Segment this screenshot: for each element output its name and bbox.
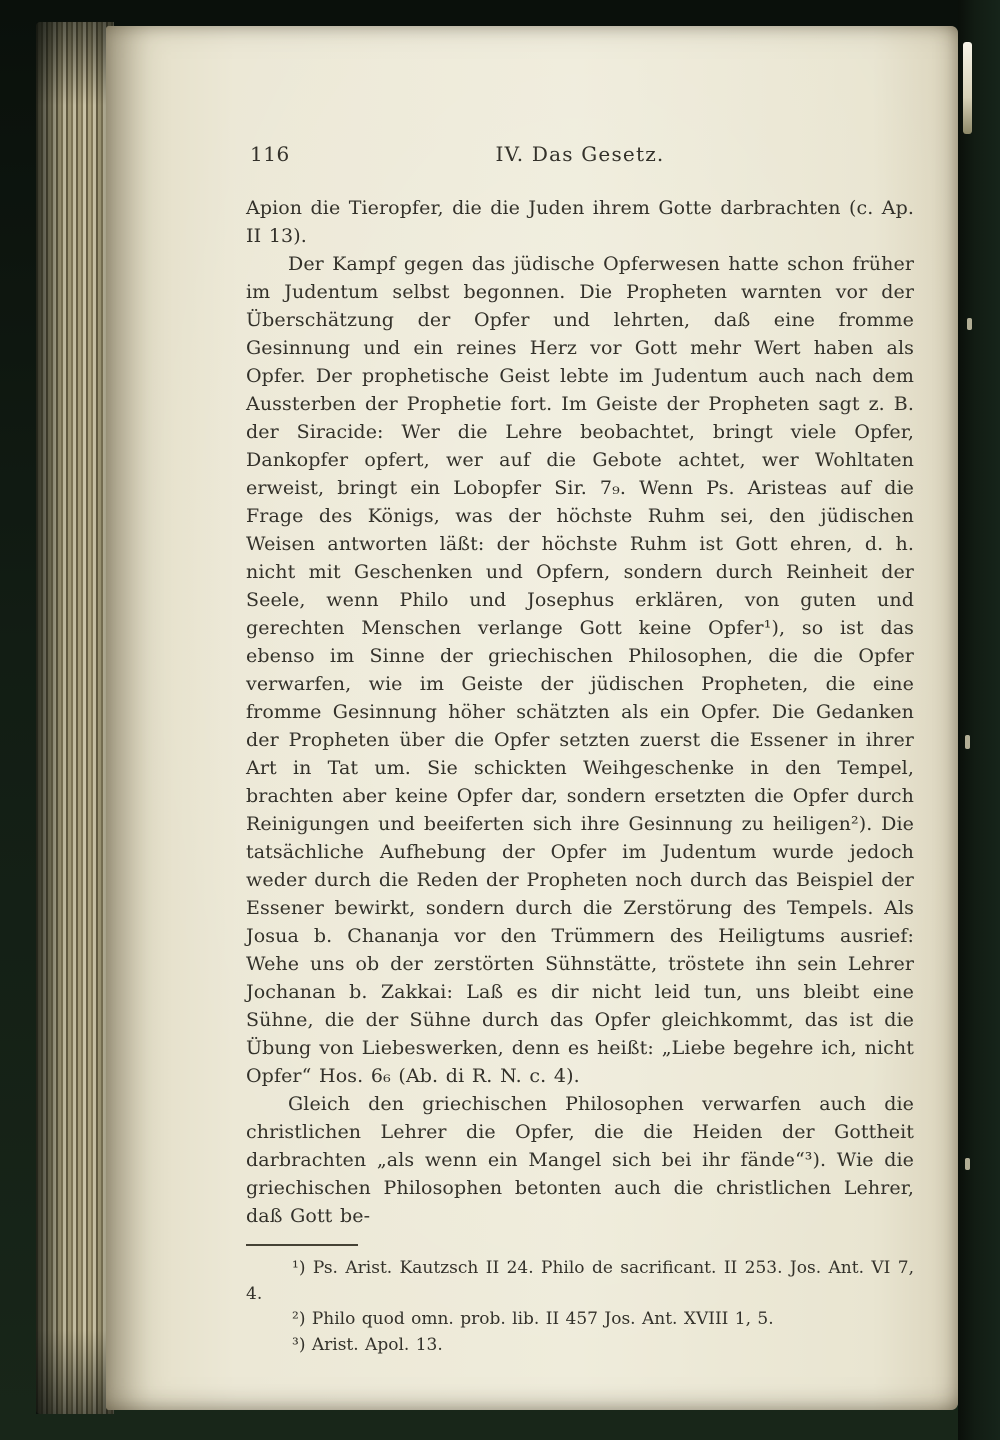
- fore-edge-speck: [965, 735, 970, 749]
- footnotes-block: [246, 1256, 914, 1358]
- fore-edge-highlight: [963, 42, 972, 134]
- body-paragraph-continuation: Apion die Tieropfer, die die Juden ihrem Gotte darbrachten (c. Ap. II 13).: [246, 197, 914, 247]
- footnote-1: ¹) Ps. Arist. Kautzsch II 24. Philo de sacrificant. II 253. Jos. Ant. VI 7, 4.: [246, 1258, 914, 1304]
- page-header: [246, 142, 914, 168]
- fore-edge-speck: [967, 318, 972, 330]
- page-number: 116: [250, 142, 290, 166]
- page-stack-left-edge: [36, 22, 114, 1414]
- body-paragraph: Der Kampf gegen das jüdische Opferwesen hatte schon früher im Judentum selbst begonnen. Die Propheten warnten vor der Überschätzung der Opfer und lehrten, daß eine fromme Gesinnung und ein reines Herz vor Gott mehr Wert haben als Opfer. Der prophetische Geist lebte im Judentum auch nach dem Aussterben der Prophetie fort. Im Geiste der Propheten sagt z. B. der Siracide: Wer die Lehre beobachtet, bringt viele Opfer, Dankopfer opfert, wer auf die Gebote achtet, wer Wohltaten erweist, bringt ein Lobopfer Sir. 7₉. Wenn Ps. Aristeas auf die Frage des Königs, was der höchste Ruhm sei, den jüdischen Weisen antworten läßt: der höchste Ruhm ist Gott ehren, d. h. nicht mit Geschenken und Opfern, sondern durch Reinheit der Seele, wenn Philo und Josephus erklären, von guten und gerechten Menschen verlange Gott keine Opfer¹), so ist das ebenso im Sinne der griechischen Philosophen, die die Opfer verwarfen, wie im Geiste der jüdischen Propheten, die eine fromme Gesinnung höher schätzten als ein Opfer. Die Gedanken der Propheten über die Opfer setzten zuerst die Essener in ihrer Art in Tat um. Sie schickten Weihgeschenke in den Tempel, brachten aber keine Opfer dar, sondern ersetzten die Opfer durch Reinigungen und beeiferten sich ihre Gesinnung zu heiligen²). Die tatsächliche Aufhebung der Opfer im Judentum wurde jedoch weder durch die Reden der Propheten noch durch das Beispiel der Essener bewirkt, sondern durch die Zerstörung des Tempels. Als Josua b. Chananja vor den Trümmern des Heiligtums ausrief: Wehe uns ob der zerstörten Sühnstätte, tröstete ihn sein Lehrer Jochanan b. Zakkai: Laß es dir nicht leid tun, uns bleibt eine Sühne, die der Sühne durch das Opfer gleichkommt, das ist die Übung von Liebeswerken, denn es heißt: „Liebe begehre ich, nicht Opfer“ Hos. 6₆ (Ab. di R. N. c. 4).: [246, 253, 914, 1087]
- book-cover-right-edge: [958, 0, 1000, 1440]
- page-text-block: [246, 142, 914, 1358]
- running-header: IV. Das Gesetz.: [495, 142, 665, 166]
- fore-edge-speck: [965, 1158, 970, 1170]
- footnote-separator-rule: [246, 1244, 358, 1246]
- footnote-2: ²) Philo quod omn. prob. lib. II 457 Jos. Ant. XVIII 1, 5.: [292, 1309, 774, 1329]
- body-paragraph: Gleich den griechischen Philosophen verwarfen auch die christlichen Lehrer die Opfer, die die Heiden der Gottheit darbrachten „als wenn ein Mangel sich bei ihr fände“³). Wie die griechischen Philosophen betonten auch die christlichen Lehrer, daß Gott be-: [246, 1093, 914, 1227]
- body-text: [246, 194, 914, 1230]
- footnote-3: ³) Arist. Apol. 13.: [292, 1334, 443, 1355]
- book-page: [106, 26, 958, 1410]
